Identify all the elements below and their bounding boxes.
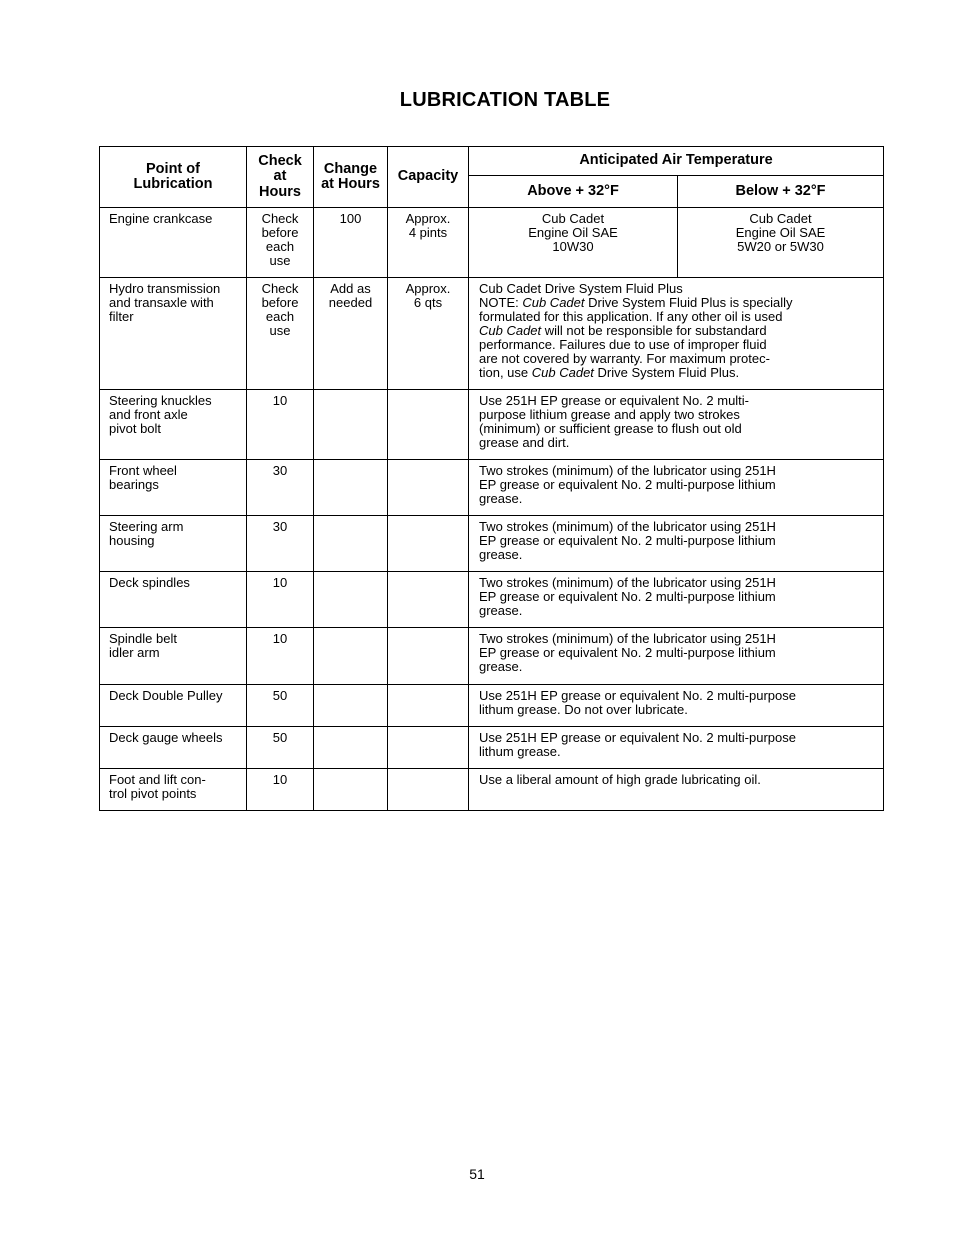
point-cell: [100, 516, 247, 572]
check-line: 10: [272, 772, 288, 787]
check-line: 30: [272, 519, 288, 534]
table-row: [100, 727, 884, 769]
table-row: [100, 208, 884, 278]
check-line: Check: [261, 281, 299, 296]
point-line: Spindle belt: [109, 631, 177, 646]
check-line: before: [261, 295, 299, 310]
check-cell: [247, 460, 314, 516]
point-cell: [100, 727, 247, 769]
header-check: Check at Hours: [247, 147, 314, 208]
description-cell: [469, 628, 884, 685]
check-line: use: [269, 323, 291, 338]
table-row: [100, 390, 884, 460]
desc-line: Use 251H EP grease or equivalent No. 2 multi-: [479, 393, 750, 408]
point-line: Hydro transmission: [109, 281, 221, 296]
page-title: LUBRICATION TABLE: [399, 89, 611, 111]
table-row: [100, 685, 884, 727]
change-cell: [314, 460, 388, 516]
desc-line: Use a liberal amount of high grade lubricating oil.: [479, 772, 761, 787]
point-line: Front wheel: [109, 463, 177, 478]
desc-line: EP grease or equivalent No. 2 multi-purpose lithium: [479, 477, 776, 492]
below-line: 5W20 or 5W30: [737, 239, 824, 254]
point-line: pivot bolt: [109, 421, 162, 436]
desc-line: performance. Failures due to use of improper fluid: [479, 337, 767, 352]
point-line: Deck Double Pulley: [109, 688, 223, 703]
desc-line: purpose lithium grease and apply two strokes: [479, 407, 740, 422]
change-cell: [314, 278, 388, 390]
capacity-line: Approx.: [405, 211, 451, 226]
capacity-cell: [388, 516, 469, 572]
lubrication-table: [99, 146, 884, 811]
desc-line: lithum grease.: [479, 744, 561, 759]
check-line: 10: [272, 575, 288, 590]
point-cell: [100, 460, 247, 516]
desc-line: Use 251H EP grease or equivalent No. 2 multi-purpose: [479, 730, 796, 745]
fluid-description-cell: [469, 278, 884, 390]
point-line: Steering arm: [109, 519, 184, 534]
change-cell: [314, 208, 388, 278]
desc-line: EP grease or equivalent No. 2 multi-purpose lithium: [479, 533, 776, 548]
table-row: [100, 278, 884, 390]
check-line: 50: [272, 688, 288, 703]
check-line: 30: [272, 463, 288, 478]
point-cell: [100, 628, 247, 685]
brand-name: Cub Cadet: [522, 295, 585, 310]
point-cell: [100, 685, 247, 727]
point-line: Steering knuckles: [109, 393, 212, 408]
point-cell: [100, 278, 247, 390]
description-cell: [469, 572, 884, 628]
desc-line: [479, 366, 877, 380]
check-cell: [247, 685, 314, 727]
capacity-line: 4 pints: [408, 225, 448, 240]
point-line: Deck spindles: [109, 575, 190, 590]
check-cell: [247, 208, 314, 278]
change-cell: [314, 628, 388, 685]
change-cell: [314, 390, 388, 460]
change-line: Add as: [330, 281, 371, 296]
point-cell: [100, 390, 247, 460]
header-above: Above + 32°F: [469, 176, 678, 208]
capacity-line: 6 qts: [413, 295, 443, 310]
below-cell: [678, 208, 884, 278]
below-line: Engine Oil SAE: [735, 225, 826, 240]
check-line: use: [269, 253, 291, 268]
desc-text: tion, use: [479, 365, 532, 380]
desc-line: formulated for this application. If any other oil is used: [479, 309, 783, 324]
point-line: housing: [109, 533, 155, 548]
check-cell: [247, 278, 314, 390]
brand-name: Cub Cadet: [531, 365, 594, 380]
point-line: bearings: [109, 477, 159, 492]
capacity-cell: [388, 460, 469, 516]
description-cell: [469, 390, 884, 460]
point-cell: [100, 769, 247, 811]
table-row: [100, 516, 884, 572]
desc-line: Two strokes (minimum) of the lubricator using 251H: [479, 519, 776, 534]
change-cell: [314, 516, 388, 572]
check-line: each: [265, 309, 295, 324]
desc-line: [479, 324, 877, 338]
above-line: 10W30: [552, 239, 594, 254]
desc-text: Drive System Fluid Plus.: [593, 365, 740, 380]
check-cell: [247, 628, 314, 685]
check-cell: [247, 727, 314, 769]
above-cell: [469, 208, 678, 278]
desc-line: lithum grease. Do not over lubricate.: [479, 702, 688, 717]
table-row: [100, 572, 884, 628]
desc-line: Two strokes (minimum) of the lubricator using 251H: [479, 575, 776, 590]
change-cell: [314, 769, 388, 811]
point-line: filter: [109, 309, 134, 324]
desc-line: EP grease or equivalent No. 2 multi-purpose lithium: [479, 589, 776, 604]
desc-line: Two strokes (minimum) of the lubricator using 251H: [479, 463, 776, 478]
description-cell: [469, 460, 884, 516]
change-line: 100: [339, 211, 362, 226]
desc-line: grease.: [479, 603, 523, 618]
point-line: Foot and lift con-: [109, 772, 206, 787]
desc-line: grease.: [479, 659, 523, 674]
point-line: Deck gauge wheels: [109, 730, 223, 745]
description-cell: [469, 727, 884, 769]
below-line: Cub Cadet: [749, 211, 812, 226]
point-cell: [100, 572, 247, 628]
header-below: Below + 32°F: [678, 176, 884, 208]
change-cell: [314, 685, 388, 727]
above-line: Engine Oil SAE: [528, 225, 618, 240]
desc-text: NOTE:: [479, 295, 523, 310]
point-line: trol pivot points: [109, 786, 197, 801]
check-cell: [247, 769, 314, 811]
description-cell: [469, 685, 884, 727]
check-cell: [247, 516, 314, 572]
desc-line: [479, 296, 877, 310]
desc-line: Use 251H EP grease or equivalent No. 2 multi-purpose: [479, 688, 796, 703]
capacity-cell: [388, 628, 469, 685]
brand-name: Cub Cadet: [479, 323, 542, 338]
desc-text: will not be responsible for substandard: [541, 323, 767, 338]
check-line: before: [261, 225, 299, 240]
desc-text: Drive System Fluid Plus is specially: [584, 295, 793, 310]
desc-line: are not covered by warranty. For maximum protec-: [479, 351, 770, 366]
header-change: Change at Hours: [314, 147, 388, 208]
table-row: [100, 628, 884, 685]
point-line: Engine crankcase: [109, 211, 213, 226]
header-temperature: Anticipated Air Temperature: [469, 147, 884, 176]
capacity-cell: [388, 208, 469, 278]
desc-line: (minimum) or sufficient grease to flush out old: [479, 421, 742, 436]
check-line: each: [265, 239, 295, 254]
change-line: needed: [328, 295, 373, 310]
check-line: Check: [261, 211, 299, 226]
capacity-cell: [388, 685, 469, 727]
check-line: 10: [272, 631, 288, 646]
capacity-line: Approx.: [405, 281, 451, 296]
point-cell: [100, 208, 247, 278]
check-line: 50: [272, 730, 288, 745]
table-row: [100, 769, 884, 811]
check-cell: [247, 390, 314, 460]
point-line: and transaxle with: [109, 295, 214, 310]
description-cell: [469, 769, 884, 811]
capacity-cell: [388, 769, 469, 811]
check-cell: [247, 572, 314, 628]
desc-line: Cub Cadet Drive System Fluid Plus: [479, 281, 683, 296]
above-line: Cub Cadet: [541, 211, 605, 226]
page-number: 51: [469, 1166, 485, 1182]
desc-line: grease.: [479, 491, 523, 506]
capacity-cell: [388, 572, 469, 628]
header-capacity: Capacity: [388, 147, 469, 208]
point-line: and front axle: [109, 407, 188, 422]
desc-line: EP grease or equivalent No. 2 multi-purpose lithium: [479, 645, 776, 660]
change-cell: [314, 727, 388, 769]
capacity-cell: [388, 727, 469, 769]
check-line: 10: [272, 393, 288, 408]
change-cell: [314, 572, 388, 628]
desc-line: Two strokes (minimum) of the lubricator using 251H: [479, 631, 776, 646]
capacity-cell: [388, 390, 469, 460]
table-row: [100, 460, 884, 516]
desc-line: grease and dirt.: [479, 435, 570, 450]
point-line: idler arm: [109, 645, 160, 660]
header-point: Point of Lubrication: [100, 147, 247, 208]
desc-line: grease.: [479, 547, 523, 562]
description-cell: [469, 516, 884, 572]
capacity-cell: [388, 278, 469, 390]
